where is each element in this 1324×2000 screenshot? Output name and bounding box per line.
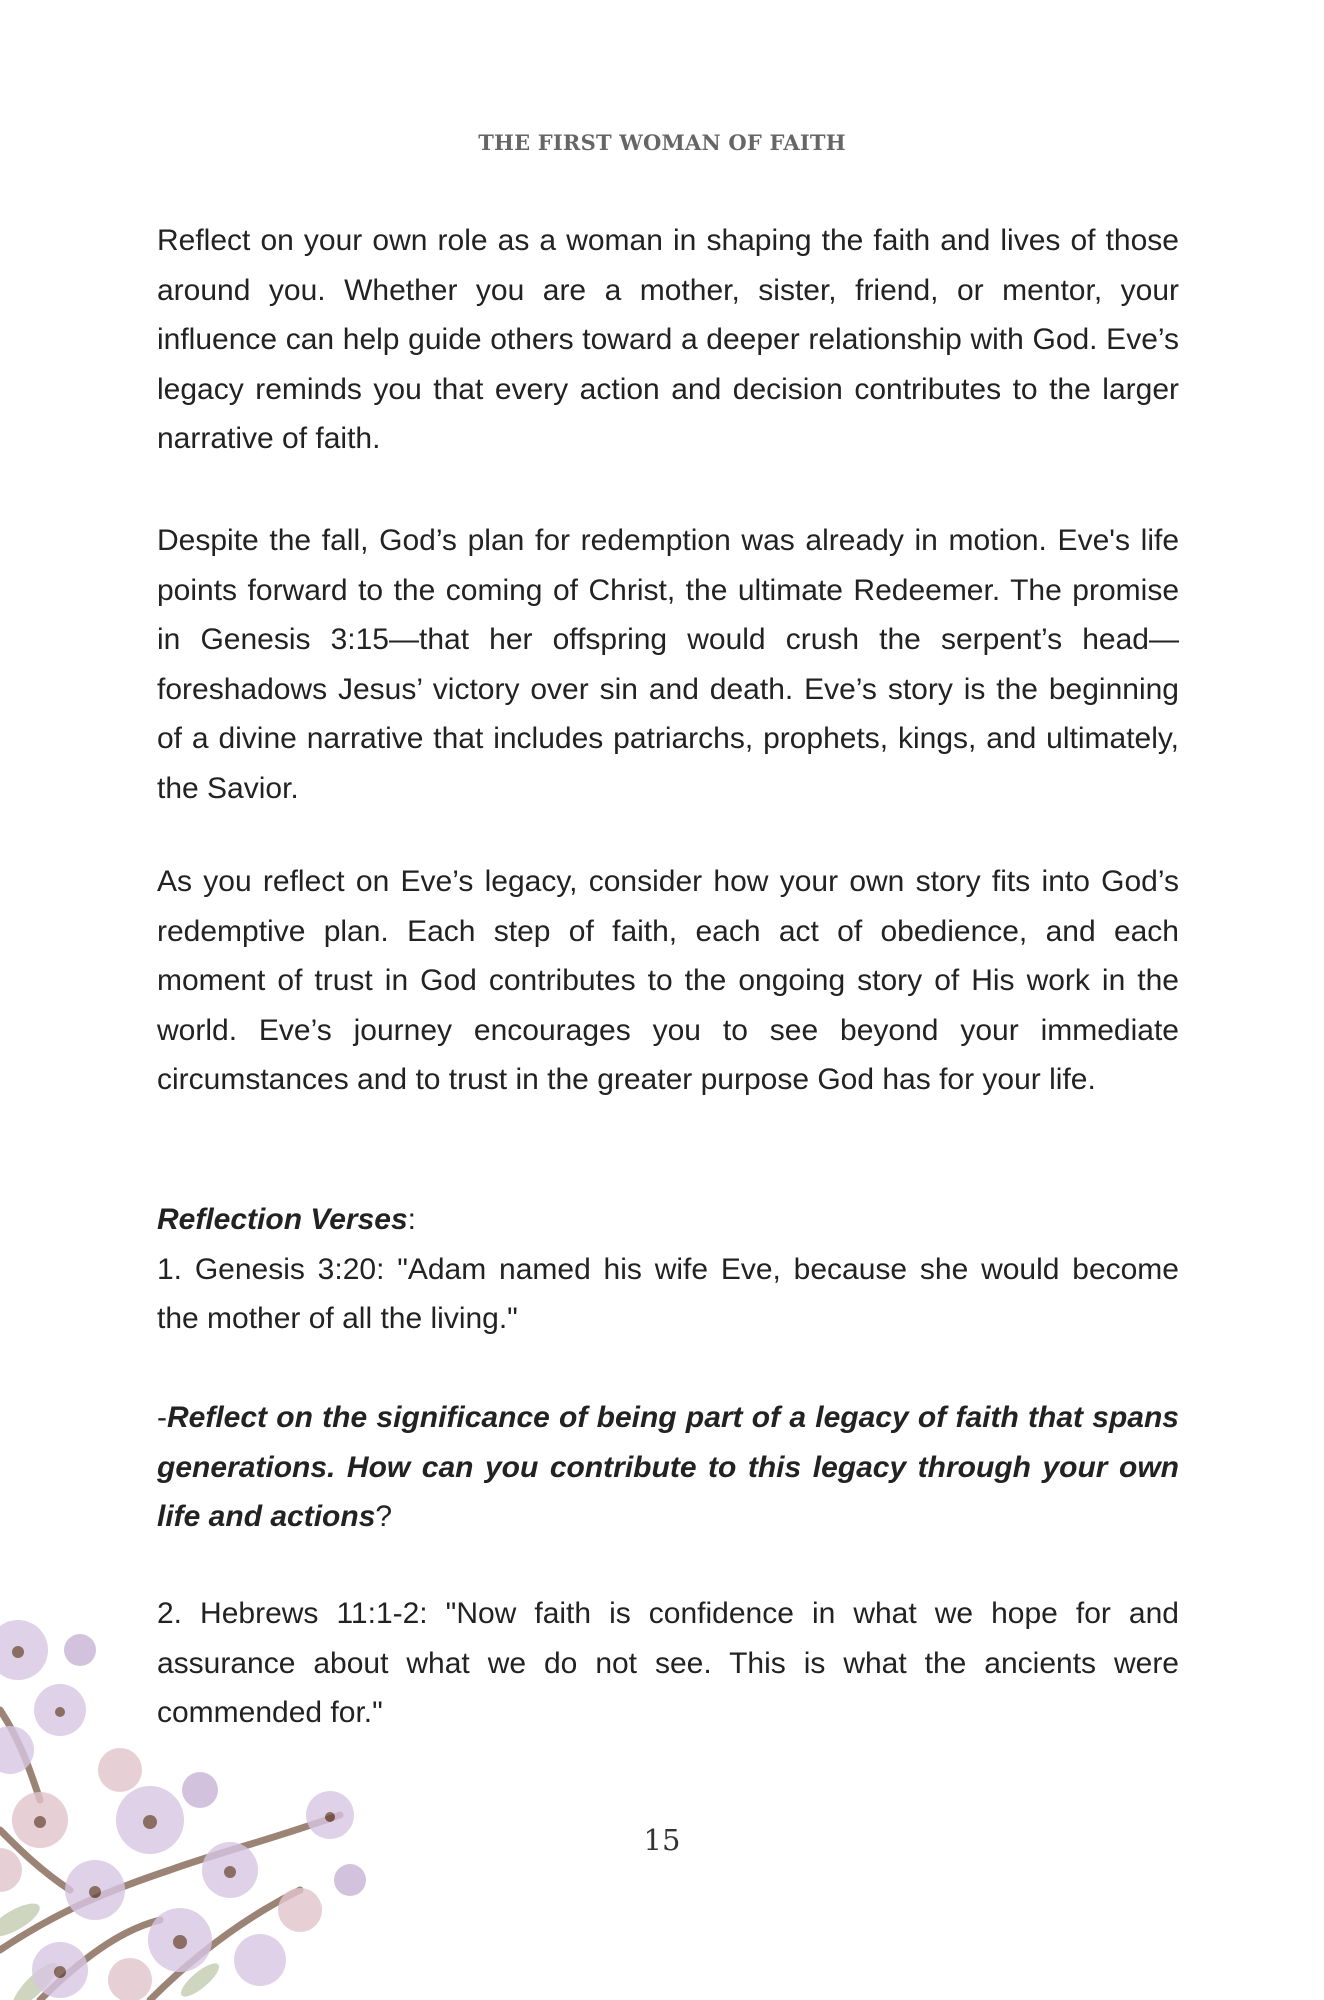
- body-paragraph-3: [157, 857, 1179, 1105]
- running-header: THE FIRST WOMAN OF FAITH: [478, 130, 846, 155]
- paragraph-text: Reflect on your own role as a woman in shaping the faith and lives of those around you. Whether you are a mother, sister, friend, or mentor, your influence can help guide others toward a deeper relationship with God. Eve’s legacy reminds you that every action and decision contributes to the larger narrative of faith.: [157, 224, 1179, 456]
- page-number: 15: [643, 1823, 681, 1857]
- verse-genesis: 1. Genesis 3:20: "Adam named his wife Eve, because she would become the mother of all the living.": [157, 1252, 1179, 1336]
- paragraph-text: Despite the fall, God’s plan for redemption was already in motion. Eve's life points forward to the coming of Christ, the ultimate Redeemer. The promise in Genesis 3:15—that her offspring would crush the serpent’s head—foreshadows Jesus’ victory over sin and death. Eve’s story is the beginning of a divine narrative that includes patriarchs, prophets, kings, and ultimately, the Savior.: [157, 524, 1179, 805]
- body-paragraph-2: [157, 516, 1179, 814]
- reflection-prompt: [157, 1393, 1179, 1542]
- prompt-dash: -: [157, 1401, 167, 1434]
- prompt-text: Reflect on the significance of being part of a legacy of faith that spans generations. How can you contribute to this legacy through your own life and actions: [157, 1401, 1179, 1534]
- paragraph-text: As you reflect on Eve’s legacy, consider how your own story fits into God’s redemptive plan. Each step of faith, each act of obedience, and each moment of trust in God contributes to the ongoing story of His work in the world. Eve’s journey encourages you to see beyond your immediate circumstances and to trust in the greater purpose God has for your life.: [157, 865, 1179, 1097]
- watercolor-blossom-branch-icon: [0, 1590, 380, 2000]
- verse-hebrews: 2. Hebrews 11:1-2: "Now faith is confidence in what we hope for and assurance about what we do not see. This is what the ancients were commended for.": [157, 1597, 1179, 1730]
- reflection-prompt-line: [157, 1393, 1179, 1542]
- body-paragraph-1: [157, 216, 1179, 464]
- reflection-heading-line: [157, 1195, 1179, 1245]
- reflection-verses-section: [157, 1195, 1179, 1344]
- reflection-heading: Reflection Verses: [157, 1203, 408, 1236]
- reflection-heading-colon: :: [407, 1203, 417, 1236]
- prompt-question-mark: ?: [375, 1500, 393, 1534]
